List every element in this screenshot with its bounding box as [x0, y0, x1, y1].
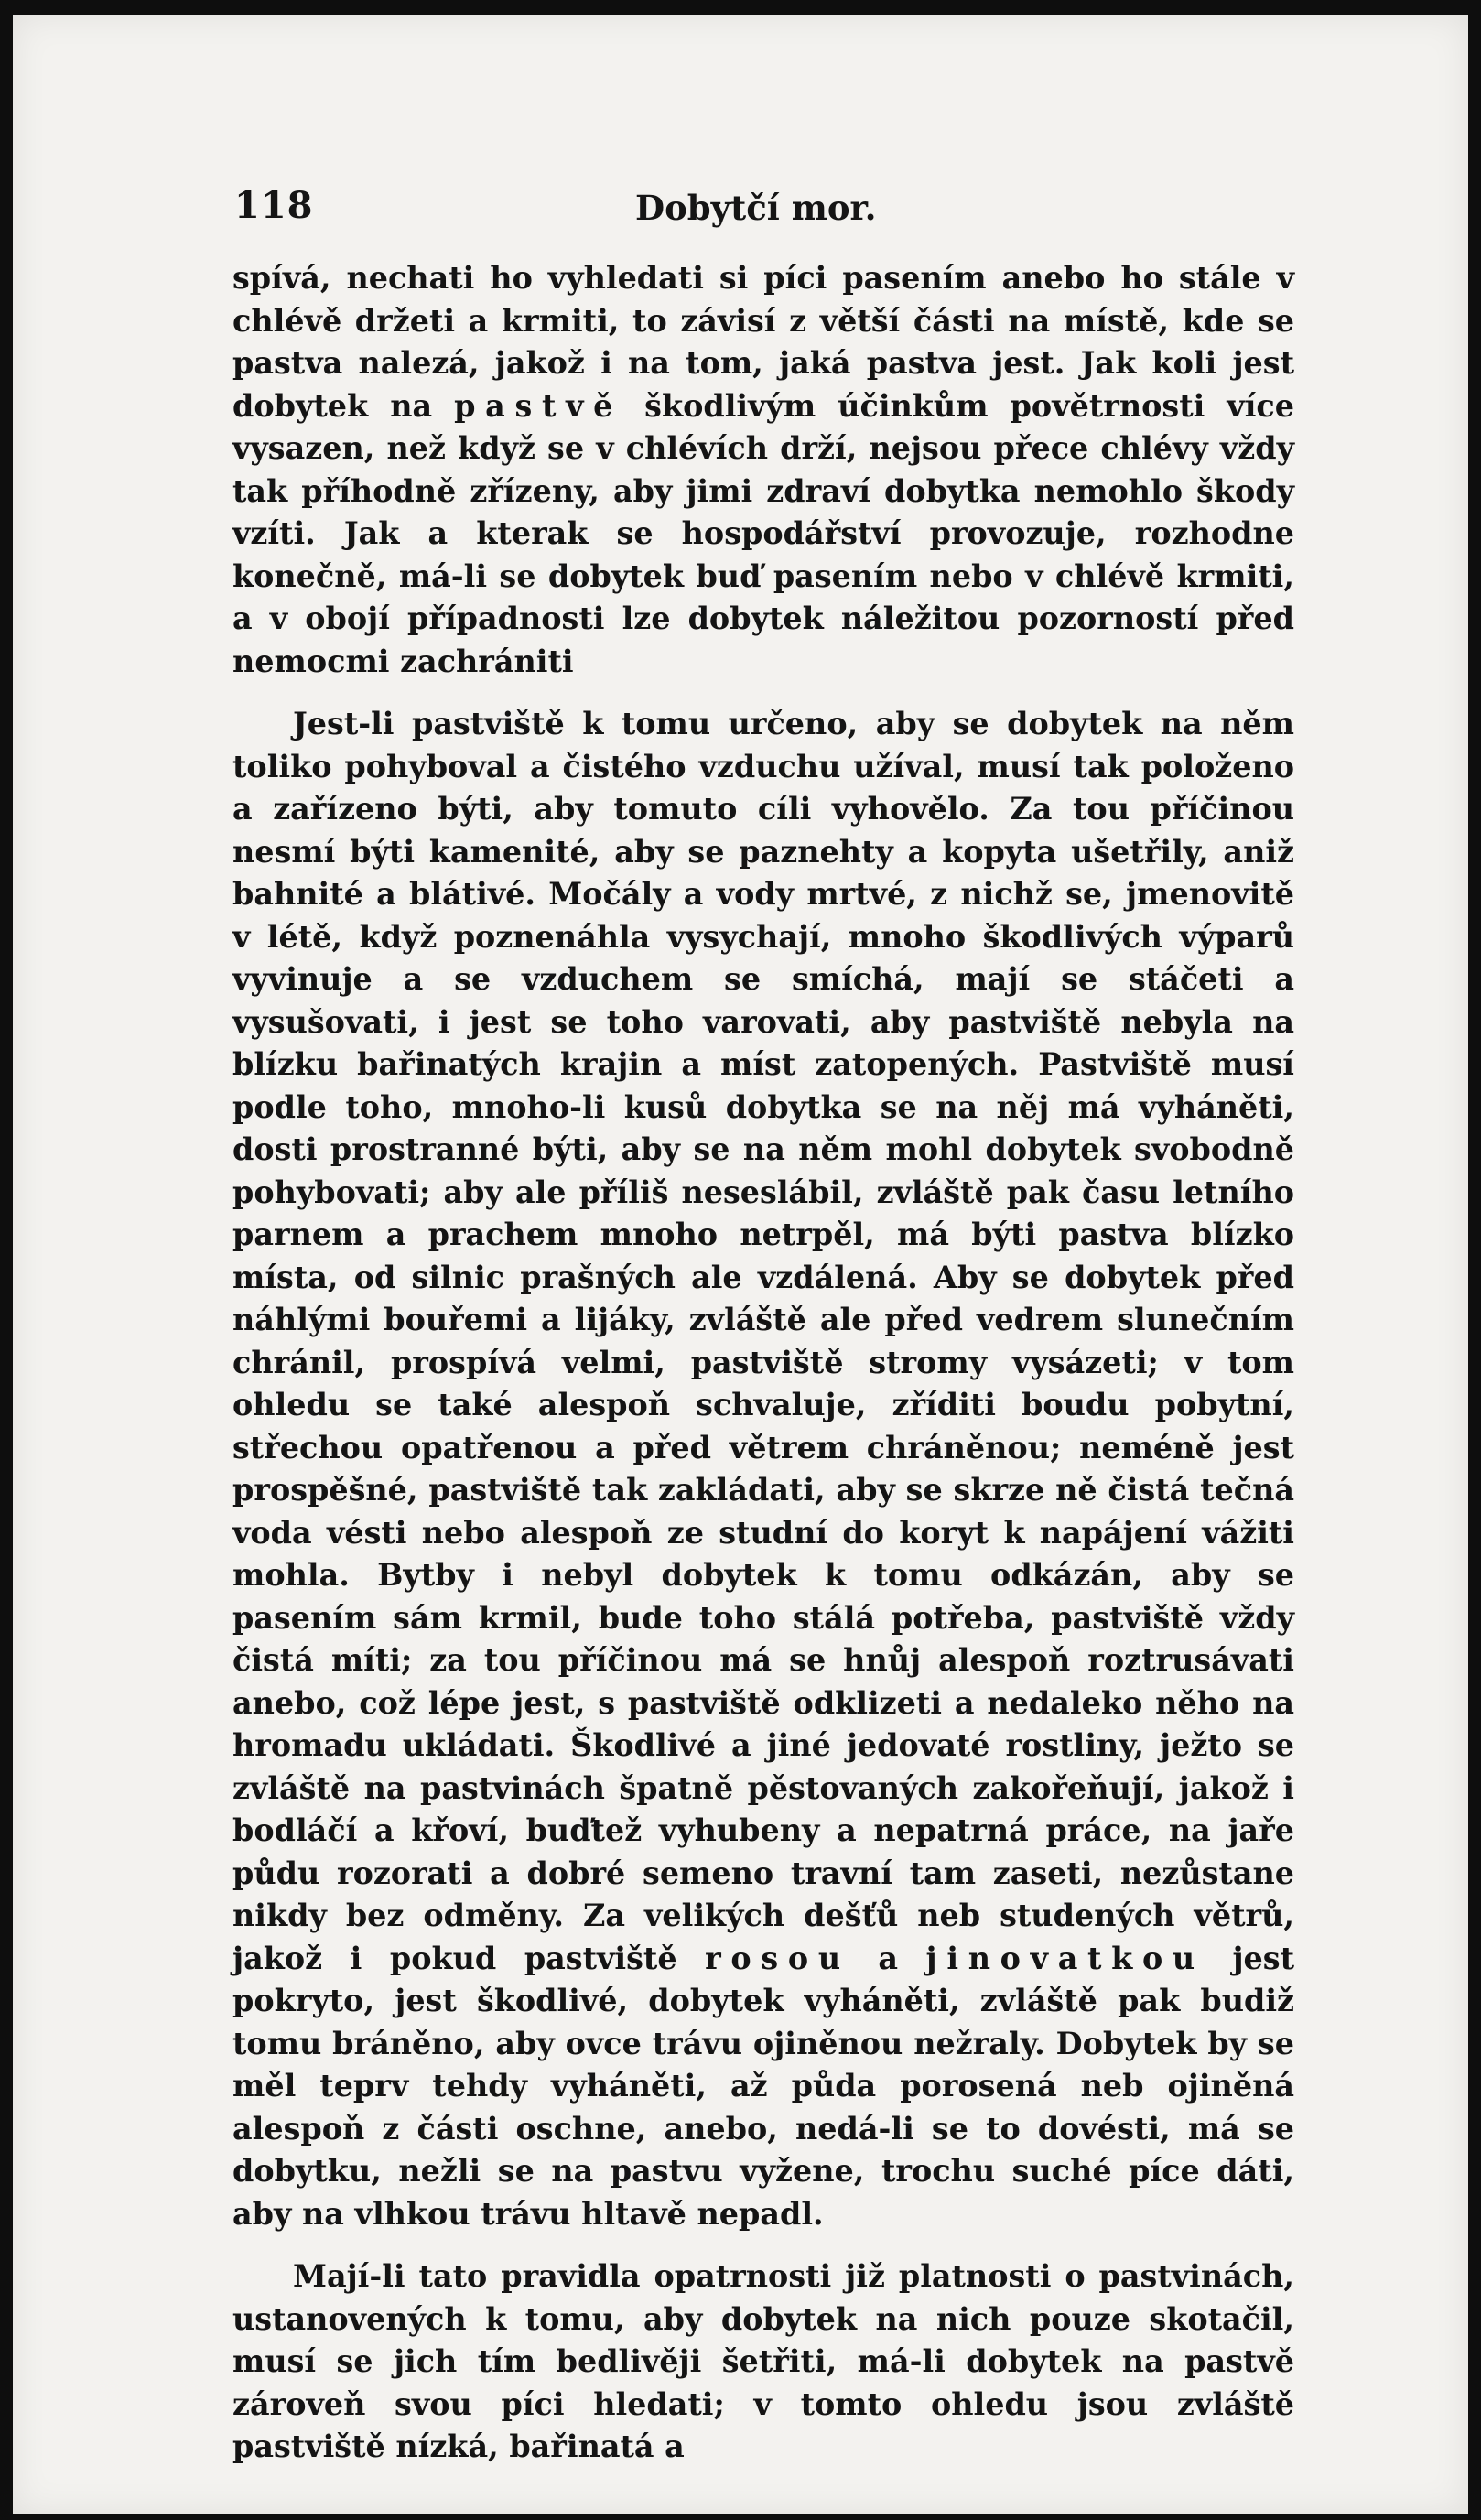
book-page: [13, 15, 1468, 2514]
emphasis-run: jinovatkou: [925, 1940, 1205, 1976]
paragraph-3: [232, 2255, 1294, 2469]
paragraph-2: [232, 703, 1294, 2235]
text-run: Jest-li pastviště k tomu určeno, aby se dobytek na něm toliko pohyboval a čistého vzduchu užíval, musí tak položeno a zařízeno býti, aby tomuto cíli vyhovělo. Za tou příčinou nesmí býti kamenité, aby se paznehty a kopyta ušetřily, aniž bahnité a blátivé. Močály a vody mrtvé, z nichž se, jmenovitě v létě, když poznenáhla vysychají, mnoho škodlivých výparů vyvinuje a se vzduchem se smíchá, mají se stáčeti a vysušovati, i jest se toho varovati, aby pastviště nebyla na blízku bařinatých krajin a míst zatopených. Pastviště musí podle toho, mnoho-li kusů dobytka se na něj má vyháněti, dosti prostranné býti, aby se na něm mohl dobytek svobodně pohybovati; aby ale příliš neseslábil, zvláště pak času letního parnem a prachem mnoho netrpěl, má býti pastva blízko místa, od silnic prašných ale vzdálená. Aby se dobytek před náhlými bouřemi a lijáky, zvláště ale před vedrem slunečním chránil, prospívá velmi, pastviště stromy vysázeti; v tom ohledu se také alespoň schvaluje, zříditi boudu pobytní, střechou opatřenou a před větrem chráněnou; neméně jest prospěšné, pastviště tak zakládati, aby se skrze ně čistá tečná voda vésti nebo alespoň ze studní do koryt k napájení vážiti mohla. Bytby i nebyl dobytek k tomu odkázán, aby se pasením sám krmil, bude toho stálá potřeba, pastviště vždy čistá míti; za tou příčinou má se hnůj alespoň roztrusávati anebo, což lépe jest, s pastviště odklizeti a nedaleko něho na hromadu ukládati. Škodlivé a jiné jedovaté rostliny, ježto se zvláště na pastvinách špatně pěstovaných zakořeňují, jakož i bodláčí a křoví, buďtež vyhubeny a nepatrná práce, na jaře půdu rozorati a dobré semeno travní tam zaseti, nezůstane nikdy bez odměny. Za velikých dešťů neb studených větrů, jakož i pokud pastviště: [232, 706, 1294, 1976]
emphasis-run: rosou: [705, 1940, 850, 1976]
text-run: spívá, nechati ho vyhledati si píci pasením anebo ho stále v chlévě držeti a krmiti, to závisí z větší části na místě, kde se pastva nalezá, jakož i na tom, jaká pastva jest. Jak koli jest dobytek na: [232, 260, 1294, 424]
text-run: Mají-li tato pravidla opatrnosti již platnosti o pastvinách, ustanovených k tomu, aby dobytek na nich pouze skotačil, musí se jich tím bedlivěji šetřiti, má-li dobytek na pastvě zároveň svou píci hledati; v tomto ohledu jsou zvláště pastviště nízká, bařinatá a: [232, 2258, 1294, 2464]
page-header: [223, 184, 1281, 239]
page-number: 118: [234, 184, 314, 227]
emphasis-run: pastvě: [454, 387, 623, 424]
text-run: škodlivým účinkům povětrnosti více vysazen, než když se v chlévích drží, nejsou přece chlévy vždy tak příhodně zřízeny, aby jimi zdraví dobytka nemohlo škody vzíti. Jak a kterak se hospodářství provozuje, rozhodne konečně, má-li se dobytek buď pasením nebo v chlévě krmiti, a v obojí případnosti lze dobytek náležitou pozorností před nemocmi zachrániti: [232, 387, 1294, 679]
paragraph-1: [232, 257, 1294, 683]
body-text: [232, 257, 1294, 2469]
running-head: Dobytčí mor.: [635, 188, 877, 228]
text-run: jest pokryto, jest škodlivé, dobytek vyháněti, zvláště pak budiž tomu bráněno, aby ovce trávu ojiněnou nežraly. Dobytek by se měl teprv tehdy vyháněti, až půda porosená neb ojiněná alespoň z části oschne, anebo, nedá-li se to dovésti, má se dobytku, nežli se na pastvu vyžene, trochu suché píce dáti, aby na vlhkou trávu hltavě nepadl.: [232, 1940, 1294, 2232]
text-run: a: [849, 1940, 926, 1976]
